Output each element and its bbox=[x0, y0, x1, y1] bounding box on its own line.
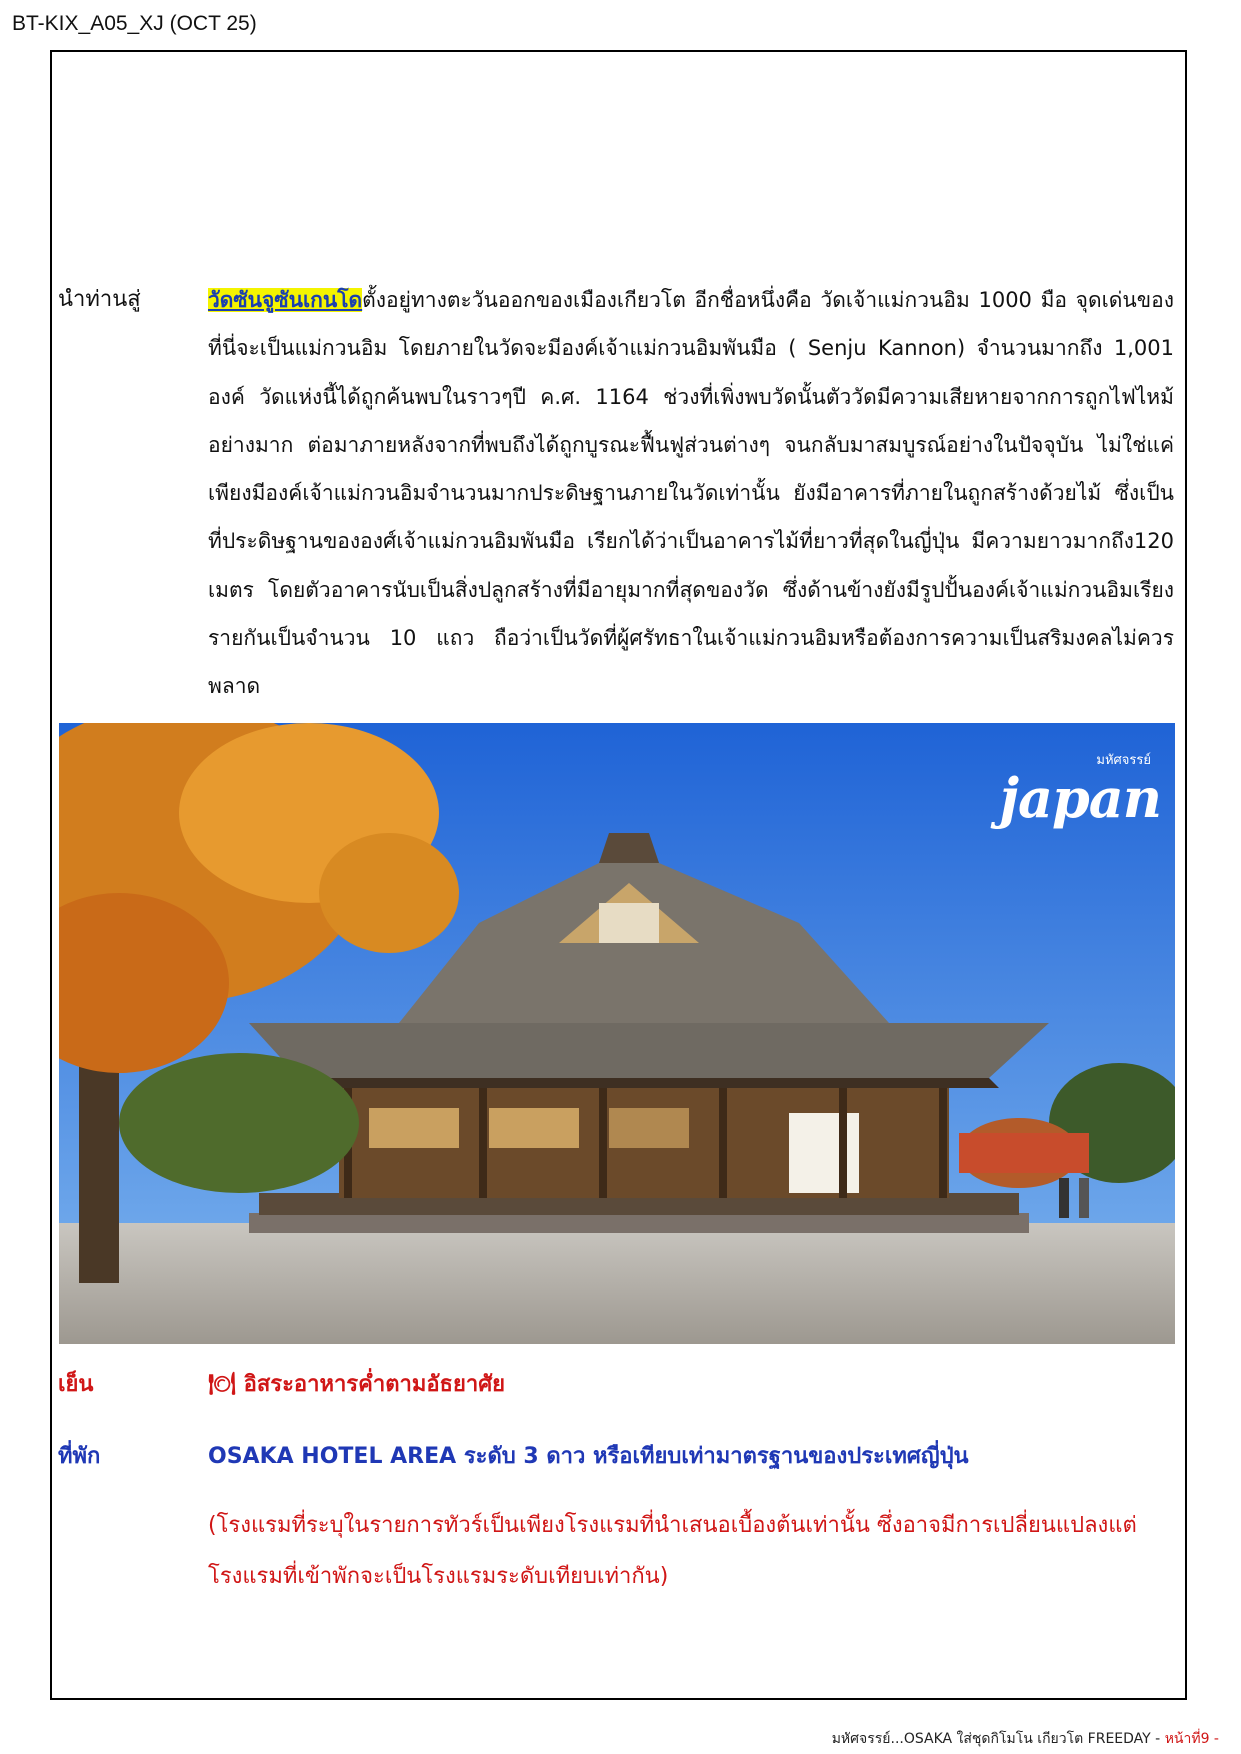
dinner-text: อิสระอาหารค่ำตามอัธยาศัย bbox=[243, 1372, 506, 1397]
footer-text: มหัศจรรย์...OSAKA ใส่ชุดกิโมโน เกียวโต FREEDAY - bbox=[831, 1731, 1165, 1747]
hotel-text: OSAKA HOTEL AREA ระดับ 3 ดาว หรือเทียบเท่ามาตรฐานของประเทศญี่ปุ่น bbox=[208, 1444, 969, 1469]
place-name: วัดซันจูซันเกนโด bbox=[208, 288, 363, 312]
visit-description bbox=[208, 276, 1174, 711]
document-code: BT-KIX_A05_XJ (OCT 25) bbox=[12, 12, 257, 35]
hotel-note: (โรงแรมที่ระบุในรายการทัวร์เป็นเพียงโรงแรมที่นำเสนอเบื้องต้นเท่านั้น ซึ่งอาจมีการเปลี่ยนแปลงแต่โรงแรมที่เข้าพักจะเป็นโรงแรมระดับเทียบเท่ากัน) bbox=[208, 1513, 1137, 1589]
dinner-label: เย็น bbox=[58, 1372, 94, 1397]
dinner-row bbox=[208, 1366, 505, 1401]
temple-photo bbox=[59, 723, 1175, 1344]
logo-small-text: มหัศจรรย์ bbox=[1096, 753, 1151, 768]
dish-icon: 🍽 bbox=[208, 1372, 236, 1397]
footer bbox=[832, 1728, 1219, 1750]
hotel-label: ที่พัก bbox=[58, 1444, 101, 1469]
description-text: ตั้งอยู่ทางตะวันออกของเมืองเกียวโต อีกชื่อหนึ่งคือ วัดเจ้าแม่กวนอิม 1000 มือ จุดเด่นของที่นี่จะเป็นแม่กวนอิม โดยภายในวัดจะมีองค์เจ้าแม่กวนอิมพันมือ ( Senju Kannon) จำนวนมากถึง 1,001 องค์ วัดแห่งนี้ได้ถูกค้นพบในราวๆปี ค.ศ. 1164 ช่วงที่เพิ่งพบวัดนั้นตัววัดมีความเสียหายจากการถูกไฟไหม้อย่างมาก ต่อมาภายหลังจากที่พบถึงได้ถูกบูรณะฟื้นฟูส่วนต่างๆ จนกลับมาสมบูรณ์อย่างในปัจจุบัน ไม่ใช่แค่เพียงมีองค์เจ้าแม่กวนอิมจำนวนมากประดิษฐานภายในวัดเท่านั้น ยังมีอาคารที่ภายในถูกสร้างด้วยไม้ ซึ่งเป็นที่ประดิษฐานขององศ์เจ้าแม่กวนอิมพันมือ เรียกได้ว่าเป็นอาคารไม้ที่ยาวที่สุดในญี่ปุ่น มีความยาวมากถึง120 เมตร โดยตัวอาคารนับเป็นสิ่งปลูกสร้างที่มีอายุมากที่สุดของวัด ซึ่งด้านข้างยังมีรูปปั้นองค์เจ้าแม่กวนอิมเรียงรายกันเป็นจำนวน 10 แถว ถือว่าเป็นวัดที่ผู้ศรัทธาในเจ้าแม่กวนอิมหรือต้องการความเป็นสริมงคลไม่ควรพลาด bbox=[208, 288, 1174, 699]
japan-logo bbox=[999, 749, 1161, 830]
visit-label: นำท่านสู่ bbox=[58, 287, 141, 312]
page-number: หน้าที่9 - bbox=[1164, 1731, 1219, 1747]
logo-big-text: japan bbox=[999, 766, 1161, 830]
